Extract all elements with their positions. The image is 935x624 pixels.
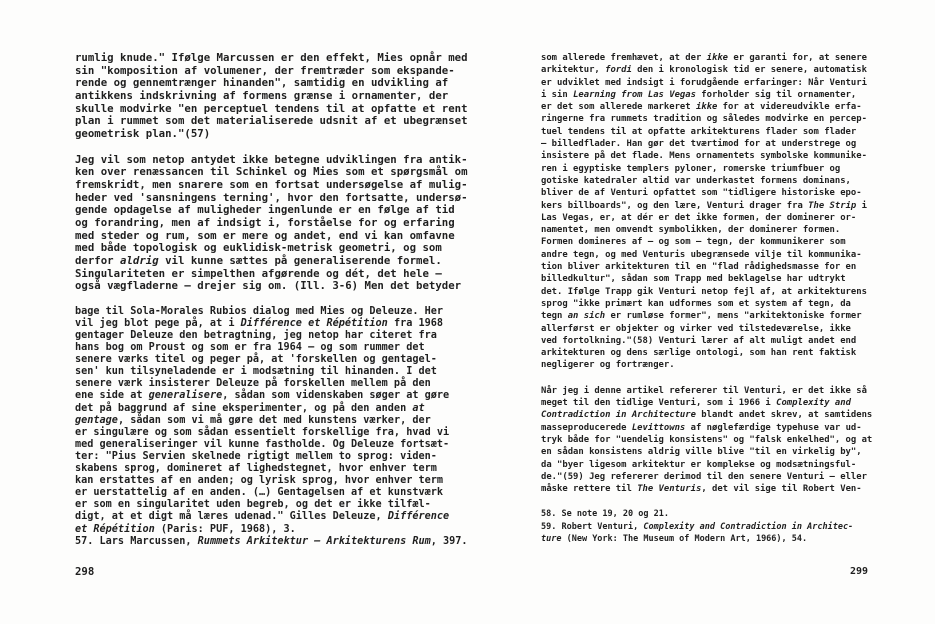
paragraph: Jeg vil som netop antydet ikke betegne udviklingen fra antik- ken over renæssancen til Schinkel og Mies som et spørgsmål om fremskridt, men snarere som en fortsat undersøgelse af mulig- heder ved 'sansningens terning', hvor den fortsatte, undersø- gende opdagelse af muligheder ingenlunde er en følge af tid og forandring, men af indsigt i, forståelse for og erfaring med steder og rum, som er mere og andet, end vi kan omfavne med både topologisk og euklidisk-metrisk geometri, og som derfor aldrig vil kunne sættes på generaliserende formel. Singulariteten er simpelthen afgørende og dét, det hele — også vægfladerne — drejer sig om. (Ill. 3-6) Men det betyder: [75, 152, 468, 293]
left-page-number: 298: [75, 565, 95, 578]
paragraph: rumlig knude." Ifølge Marcussen er den effekt, Mies opnår med sin "komposition af volumener, der fremtræder som ekspande- rende og gennemtrænger hinanden", samtidig en udvikling af antikkens indskrivning af formens grænse i ornamenter, der skulle modvirke "en perceptuel tendens til at opfatte et rent plan i rummet som det materialiserede udsnit af et ubegrænset geometrisk plan."(57): [75, 51, 468, 140]
right-page-number: 299: [849, 566, 868, 577]
footnote-block: 58. Se note 19, 20 og 21. 59. Robert Venturi, Complexity and Contradiction in Architec- ture (New York: The Museum of Modern Art, 1966), 54.: [541, 509, 854, 544]
right-page-text: [541, 52, 871, 545]
left-page-text: [75, 52, 477, 548]
paragraph: Når jeg i denne artikel refererer til Venturi, er det ikke så meget til den tidlige Venturi, som i 1966 i Complexity and Contradiction in Architecture blandt andet skrev, at samtidens masseproducerede Levittowns af nøglefærdige typehuse var ud- tryk både for "uendelig konsistens" og "falsk enkelhed", og at en sådan konsistens aldrig ville blive "til en virkelig by", da "byer ligesom arkitektur er komplekse og modsætningsful- de."(59) Jeg refererer derimod til den senere Venturi — eller måske rettere til The Venturis, det vil sige til Robert Ven-: [541, 385, 873, 495]
paragraph: som allerede fremhævet, at der ikke er garanti for, at senere arkitektur, fordi den i kronologisk tid er senere, automatisk er udviklet med indsigt i forudgående erfaringer: Når Venturi i sin Learning from Las Vegas forholder sig til ornamenter, er det som allerede markeret ikke for at videreudvikle erfa- ringerne fra rummets tradition og således modvirke en percep- tuel tendens til at opfatte arkitekturens flader som flader — billedflader. Han gør det tværtimod for at understrege og insistere på det flade. Mens ornamentets symbolske kommunike- ren i egyptiske templers pyloner, romerske triumfbuer og gotiske katedraler altid var underkastet formens dominans, bliver de af Venturi opfattet som "tidligere historiske epo- kers billboards", og den lære, Venturi drager fra The Strip i Las Vegas, er, at dér er det ikke formen, der dominerer or- namentet, men omvendt symbolikken, der dominerer formen. Formen domineres af — og som — tegn, der kommunikerer som andre tegn, og med Venturis ubegrænsede vilje til kommunika- tion bliver arkitekturen til en "flad rådighedsmasse for en billedkultur", sådan som Trapp med beklagelse har udtrykt det. Ifølge Trapp gik Venturi netop fejl af, at arkitekturens sprog "ikke primært kan udformes som et system af tegn, da tegn an sich er rumløse former", mens "arkitektoniske former allerførst er objekter og virker ved tilstedeværelse, ikke ved fortolkning."(58) Venturi lærer af alt muligt andet end arkitekturen og dens særlige ontologi, som han rent faktisk negligerer og fortrænger.: [541, 53, 867, 371]
footnote-block: bage til Sola-Morales Rubios dialog med Mies og Deleuze. Her vil jeg blot pege på, at i Différence et Répétition fra 1968 gentager Deleuze den betragtning, jeg netop har citeret fra hans bog om Proust og som er fra 1964 — og som rummer det senere værks titel og peger på, at 'forskellen og gentagel- sen' kun tilsyneladende er i modsætning til hinanden. I det senere værk insisterer Deleuze på forskellen mellem på den ene side at generalisere, sådan som videnskaben søger at gøre det på baggrund af sine eksperimenter, og på den anden at gentage, sådan som vi må gøre det med kunstens værker, der er singulære og som sådan essentielt forskellige fra, hvad vi med generaliseringer vil kunne fastholde. Og Deleuze fortsæt- ter: "Pius Servien skelnede rigtigt mellem to sprog: viden- skabens sprog, domineret af lighedstegnet, hvor enhver term kan erstattes af en anden; og lyrisk sprog, hvor enhver term er uerstattelig af en anden. (…) Gentagelsen af et kunstværk er som en singularitet uden begreb, og det er ikke tilfæl- digt, at et digt må læres udenad." Gilles Deleuze, Différence et Répétition (Paris: PUF, 1968), 3. 57. Lars Marcussen, Rummets Arkitektur — Arkitekturens Rum, 397.: [75, 305, 468, 547]
